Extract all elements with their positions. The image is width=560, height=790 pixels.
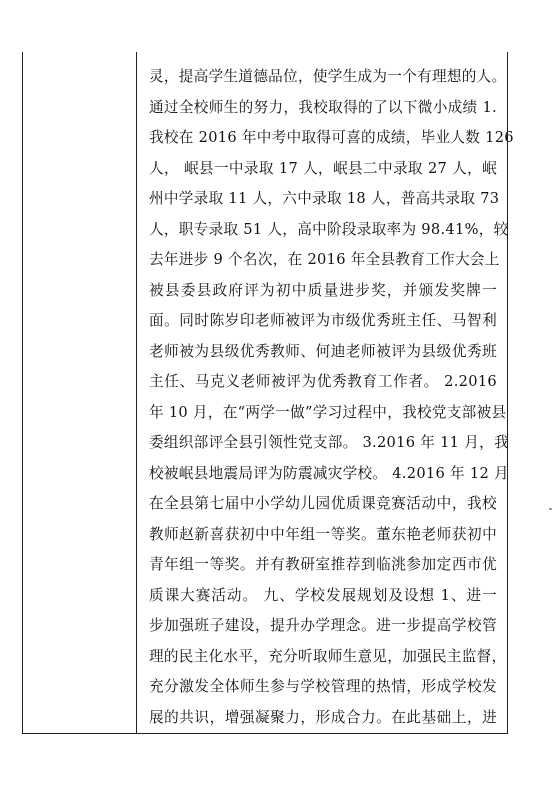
text-line-19: 步加强班子建设，提升办学理念。进一步提高学校管 xyxy=(149,617,497,634)
text-line-21: 充分激发全体师生参与学校管理的热情，形成学校发 xyxy=(149,678,497,695)
report-table xyxy=(22,52,514,734)
text-line-3: 我校在 2016 年中考中取得可喜的成绩，毕业人数 126 xyxy=(149,129,514,146)
text-line-17: 青年组一等奖。并有教研室推荐到临洮参加定西市优 xyxy=(149,556,497,573)
text-line-6: 人，职专录取 51 人，高中阶段录取率为 98.41%，较 xyxy=(149,220,509,238)
text-line-7: 去年进步 9 个名次，在 2016 年全县教育工作大会上 xyxy=(149,251,500,268)
text-line-15: 在全县第七届中小学幼儿园优质课竞赛活动中，我校 xyxy=(149,495,497,512)
text-line-11: 主任、马克义老师被评为优秀教育工作者。 2.2016 xyxy=(149,373,497,390)
text-line-18: 质课大赛活动。 九、学校发展规划及设想 1、进一 xyxy=(149,586,497,604)
text-line-4: 人， 岷县一中录取 17 人，岷县二中录取 27 人，岷 xyxy=(149,159,497,177)
text-line-14: 校被岷县地震局评为防震减灾学校。 4.2016 年 12 月 xyxy=(149,464,509,482)
text-line-22: 展的共识，增强凝聚力，形成合力。在此基础上，进 xyxy=(149,708,497,726)
text-line-20: 理的民主化水平，充分听取师生意见，加强民主监督， xyxy=(149,647,507,665)
text-line-13: 委组织部评全县引领性党支部。 3.2016 年 11 月，我 xyxy=(149,434,509,451)
table-content-cell xyxy=(137,52,514,733)
text-line-1: 灵，提高学生道德品位，使学生成为一个有理想的人。 xyxy=(149,68,507,85)
scan-speck xyxy=(549,508,552,510)
text-line-10: 老师被为县级优秀教师、何迪老师被评为县级优秀班 xyxy=(149,342,497,360)
text-line-2: 通过全校师生的努力，我校取得的了以下微小成绩 1. xyxy=(149,98,497,116)
text-line-16: 教师赵新喜获初中中年组一等奖。董东艳老师获初中 xyxy=(149,525,497,543)
text-line-12: 年 10 月，在“两学一做”学习过程中，我校党支部被县 xyxy=(149,403,507,421)
table-label-column xyxy=(23,52,137,733)
text-line-9: 面。同时陈岁印老师被评为市级优秀班主任、马智利 xyxy=(149,312,497,329)
text-line-8: 被县委县政府评为初中质量进步奖，并颁发奖牌一 xyxy=(149,281,497,299)
text-line-5: 州中学录取 11 人，六中录取 18 人，普高共录取 73 xyxy=(149,190,500,207)
